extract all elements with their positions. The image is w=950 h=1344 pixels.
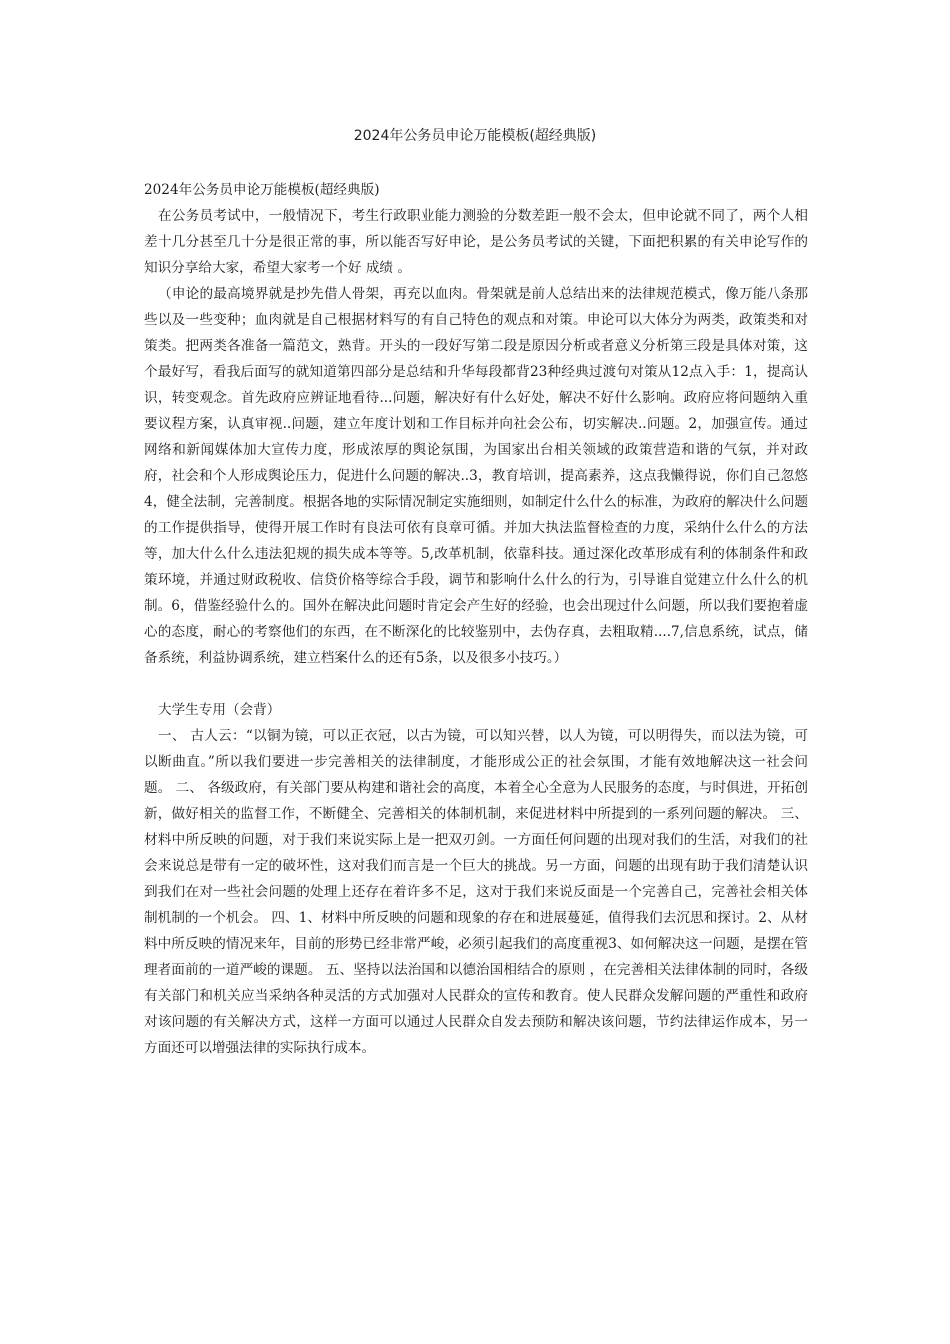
intro-paragraph: 在公务员考试中，一般情况下，考生行政职业能力测验的分数差距一般不会太，但申论就不同了，两个人相差十几分甚至几十分是很正常的事，所以能否写好申论，是公务员考试的关键，下面把积累的有关申论写作的知识分享给大家，希望大家考一个好 成绩 。	[144, 208, 808, 276]
section-heading: 大学生专用（会背）	[158, 702, 281, 718]
section-paragraph: 一、 古人云：“以铜为镜，可以正衣冠，以古为镜，可以知兴替，以人为镜，可以明得失，而以法为镜，可以断曲直。”所以我们要进一步完善相关的法律制度，才能形成公正的社会氛围，才能有效地解决这一社会问题。 二、 各级政府，有关部门要从构建和谐社会的高度，本着全心全意为人民服务的态度，与时俱进，开拓创新，做好相关的监督工作，不断健全、完善相关的体制机制，来促进材料中所提到的一系列问题的解决。 三、 材料中所反映的问题，对于我们来说实际上是一把双刃剑。一方面任何问题的出现对我们的生活，对我们的社会来说总是带有一定的破坏性，这对我们而言是一个巨大的挑战。另一方面，问题的出现有助于我们清楚认识到我们在对一些社会问题的处理上还存在着许多不足，这对于我们来说反面是一个完善自己，完善社会相关体制机制的一个机会。 四、1、材料中所反映的问题和现象的存在和进展蔓延，值得我们去沉思和探讨。2、从材料中所反映的情况来年，目前的形势已经非常严峻，必须引起我们的高度重视3、如何解决这一问题，是摆在管理者面前的一道严峻的课题。 五、坚持以法治国和以德治国相结合的原则 ，在完善相关法律体制的同时，各级有关部门和机关应当采纳各种灵活的方式加强对人民群众的宣传和教育。使人民群众发解问题的严重性和政府对该问题的有关解决方式，这样一方面可以通过人民群众自发去预防和解决该问题，节约法律运作成本，另一方面还可以增强法律的实际执行成本。	[144, 728, 808, 1056]
method-paragraph: （申论的最高境界就是抄先借人骨架，再充以血肉。骨架就是前人总结出来的法律规范模式，像万能八条那些以及一些变种；血肉就是自己根据材料写的有自己特色的观点和对策。申论可以大体分为两类，政策类和对策类。把两类各准备一篇范文，熟背。开头的一段好写第二段是原因分析或者意义分析第三段是具体对策，这个最好写，看我后面写的就知道第四部分是总结和升华每段都背23种经典过渡句对策从12点入手：1，提高认识，转变观念。首先政府应辨证地看待...问题，解决好有什么好处，解决不好什么影响。政府应将问题纳入重要议程方案，认真审视..问题，建立年度计划和工作目标并向社会公布，切实解决..问题。2，加强宣传。通过网络和新闻媒体加大宣传力度，形成浓厚的舆论氛围，为国家出台相关领域的政策营造和谐的气氛，并对政府，社会和个人形成舆论压力，促进什么问题的解决..3，教育培训，提高素养，这点我懒得说，你们自己忽悠4，健全法制，完善制度。根据各地的实际情况制定实施细则，如制定什么什么的标准，为政府的解决什么问题的工作提供指导，使得开展工作时有良法可依有良章可循。并加大执法监督检查的力度，采纳什么什么的方法等，加大什么什么违法犯规的损失成本等等。5,改革机制，依靠科技。通过深化改革形成有利的体制条件和政策环境，并通过财政税收、信贷价格等综合手段，调节和影响什么什么的行为，引导谁自觉建立什么什么的机制。6，借鉴经验什么的。国外在解决此问题时肯定会产生好的经验，也会出现过什么问题，所以我们要抱着虚心的态度，耐心的考察他们的东西，在不断深化的比较鉴别中，去伪存真，去粗取精....7,信息系统，试点，储备系统，利益协调系统，建立档案什么的还有5条，以及很多小技巧。）	[144, 286, 808, 666]
paragraph-spacer	[144, 671, 808, 697]
document-title: 2024年公务员申论万能模板(超经典版)	[353, 128, 597, 144]
document-body	[144, 177, 808, 1061]
document-subtitle: 2024年公务员申论万能模板(超经典版)	[144, 182, 380, 198]
